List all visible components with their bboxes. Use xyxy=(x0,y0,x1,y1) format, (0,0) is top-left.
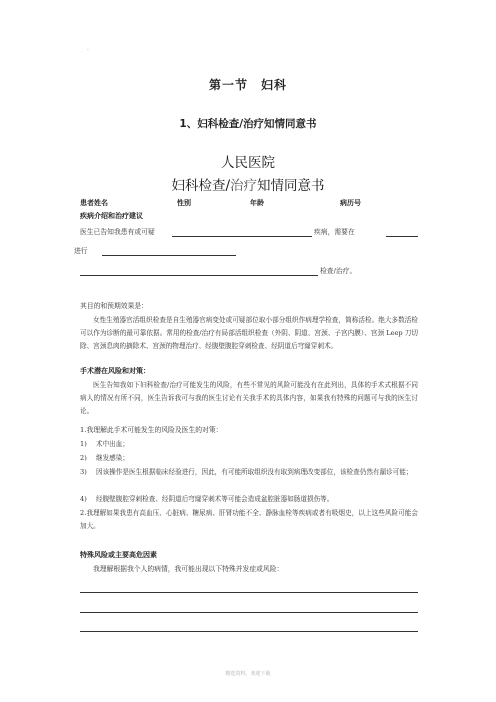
consent-title-part3: 知情同意书 xyxy=(257,178,325,194)
procedure-detail-blank[interactable] xyxy=(80,275,318,276)
special-risk-text: 我理解根据我个人的病情，我可能出现以下特殊并发症或风险： xyxy=(93,565,284,573)
intro-line2: 进行 xyxy=(74,247,88,255)
corner-mark: . xyxy=(87,45,89,52)
form-subtitle: 1、妇科检查/治疗知情同意书 xyxy=(179,118,317,130)
risk-list-item xyxy=(80,466,418,479)
procedure-blank[interactable] xyxy=(102,255,236,256)
section-title: 第一节 妇科 xyxy=(208,78,287,92)
gender-label: 性别 xyxy=(177,199,191,207)
special-risk-blank[interactable] xyxy=(80,612,418,613)
disease-intro-label: 疾病介绍和治疗建议 xyxy=(80,212,143,220)
consent-title xyxy=(0,174,496,194)
special-risk-blank[interactable] xyxy=(80,631,418,632)
footer-note: 精选资料，欢迎下载 xyxy=(225,671,271,677)
age-label: 年龄 xyxy=(250,199,264,207)
special-risk-blank[interactable] xyxy=(80,592,418,593)
consent-title-part1: 妇科检查/ xyxy=(171,178,231,194)
purpose-heading: 其目的和预期效果是： xyxy=(80,302,148,310)
risk-list-item xyxy=(80,493,418,506)
intro-line1-b: 疾病，需要在 xyxy=(314,228,355,236)
risk-item-text: 因该操作是医生根据临床经验进行，因此，有可能所取组织没有取到病理改变部位，该检查仍然有漏诊可能； xyxy=(96,468,413,476)
understand-2: 2.我理解如果我患有高血压、心脏病、糖尿病、肝肾功能不全、静脉血栓等疾病或者有吸烟史，以上这些风险可能会加大。 xyxy=(80,509,418,530)
risk-item-num: 4) xyxy=(80,495,87,503)
intro-line1-a: 医生已告知我患有或可疑 xyxy=(80,228,155,236)
risk-list-item xyxy=(80,452,418,465)
location-blank[interactable] xyxy=(386,236,418,237)
intro-line3: 检查/治疗。 xyxy=(320,267,357,275)
risk-list-item xyxy=(80,438,418,451)
risk-item-text: 继发感染； xyxy=(96,454,129,462)
patient-name-label: 患者姓名 xyxy=(80,199,108,207)
risk-item-num: 1) xyxy=(80,440,87,448)
risk-item-text: 经腹壁腹腔穿刺检查、经阴道后穹窿穿刺术等可能会造成盆腔脏器如肠道损伤等。 xyxy=(96,495,334,503)
record-no-label: 病历号 xyxy=(340,199,361,207)
understand-intro: 1.我理解此手术可能发生的风险及医生的对策： xyxy=(80,426,223,434)
risk-heading: 手术潜在风险和对策： xyxy=(80,367,150,375)
hospital-name: 人民医院 xyxy=(221,155,275,171)
diagnosis-blank[interactable] xyxy=(172,236,312,237)
special-risk-heading: 特殊风险或主要高危因素 xyxy=(80,551,157,559)
risk-item-num: 2) xyxy=(80,454,87,462)
risk-item-text: 术中出血； xyxy=(96,440,129,448)
risk-item-num: 3) xyxy=(80,468,87,476)
consent-title-part2: 治疗 xyxy=(230,178,258,194)
risk-paragraph: 医生告知我如下妇科检查/治疗可能发生的风险，有些不常见的风险可能没有在此列出，具体的手术式根据不同病人的情况有所不同，医生告诉我可与我的医生讨论有关我手术的具体内容，如果我有特殊的问题可与我的医生讨论。 xyxy=(80,381,418,415)
purpose-paragraph: 女性生殖器官活组织检查是自生殖器官病变处或可疑部位取小部分组织作病理学检查，简称活检。绝大多数活检可以作为诊断的最可靠依据。常用的检查/治疗有局部活组织检查（外阴、阴道、宫颈、子宫内膜）、宫颈 Leep 刀切除、宫颈息肉的摘除术、宫颈的物理治疗、经腹壁腹腔穿刺检查、经阴道后穹窿穿刺术。 xyxy=(80,316,418,350)
